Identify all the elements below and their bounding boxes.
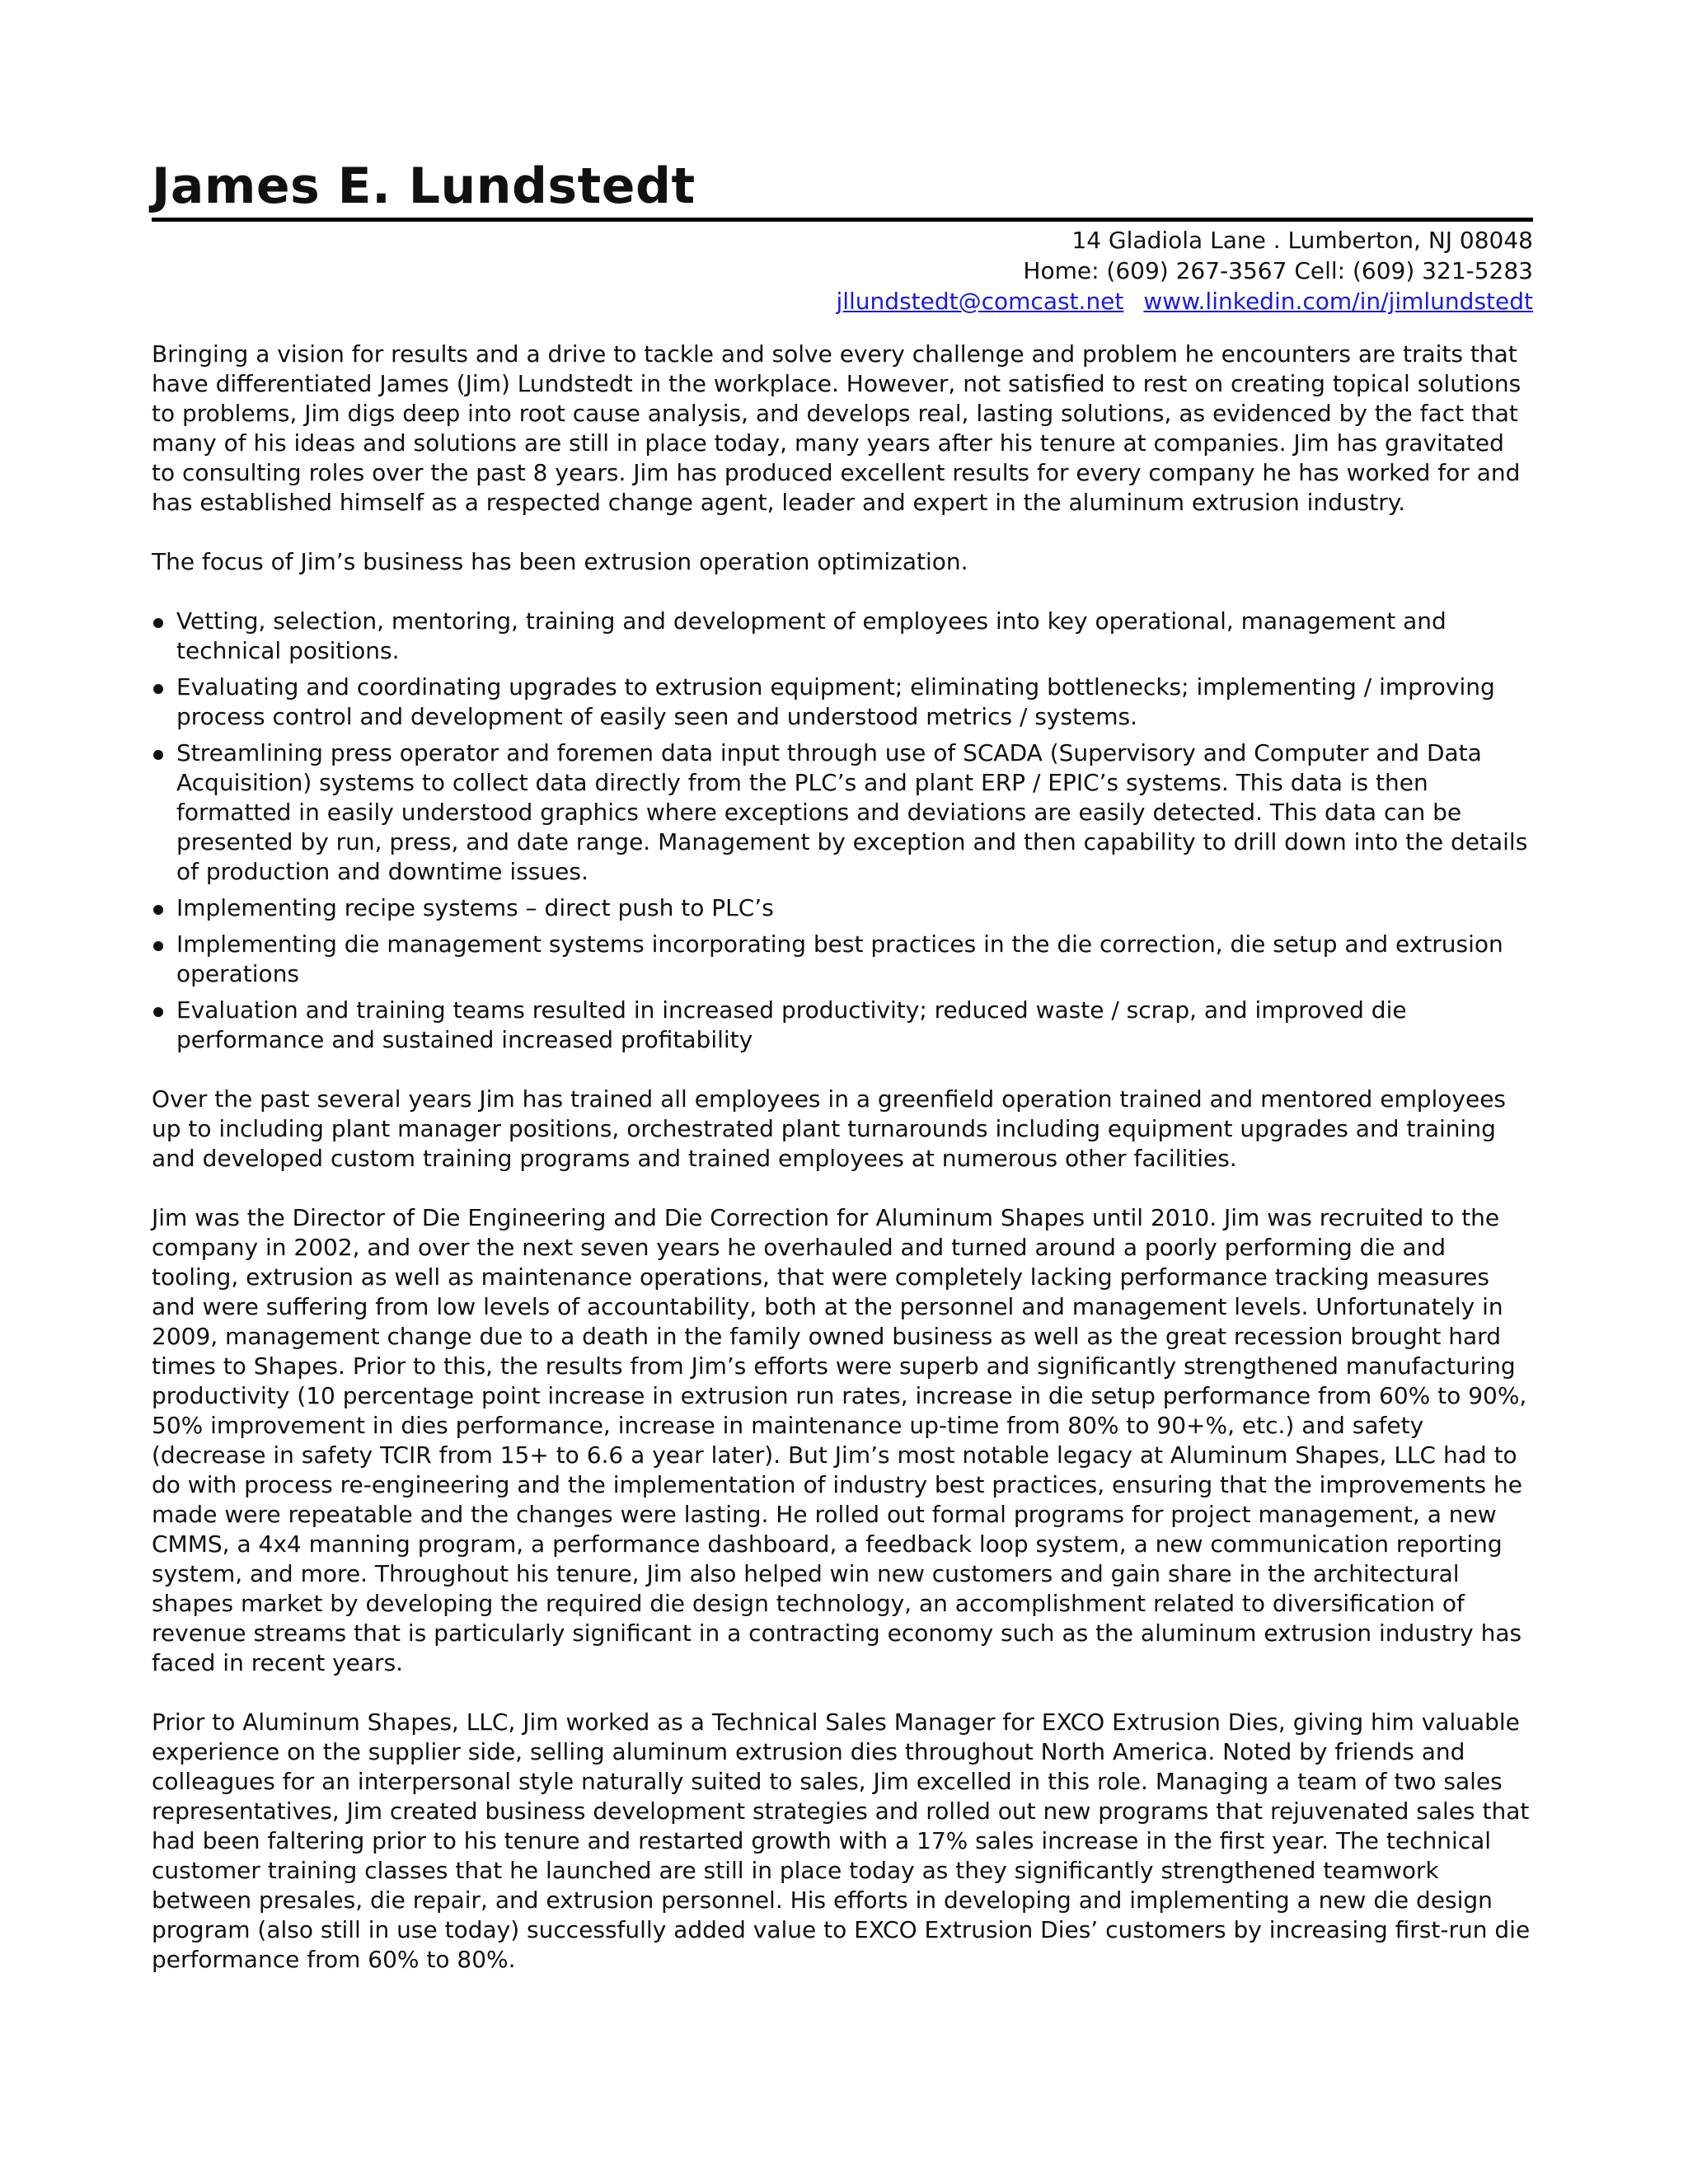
focus-bullet-list (152, 607, 1533, 1055)
list-item (152, 893, 1533, 923)
email-link[interactable]: jllundstedt@comcast.net (836, 288, 1124, 315)
candidate-name: James E. Lundstedt (152, 157, 696, 215)
list-item (152, 673, 1533, 732)
list-item-text: Vetting, selection, mentoring, training and development of employees into key operational, management and technical positions. (176, 607, 1447, 664)
list-item-text: Evaluation and training teams resulted in increased productivity; reduced waste / scrap, and improved die performance and sustained increased profitability (176, 996, 1407, 1053)
exco-paragraph: Prior to Aluminum Shapes, LLC, Jim worked as a Technical Sales Manager for EXCO Extrusion Dies, giving him valuable experience on the supplier side, selling aluminum extrusion dies throughout North America. Noted by friends and colleagues for an interpersonal style naturally suited to sales, Jim excelled in this role. Managing a team of two sales representatives, Jim created business development strategies and rolled out new programs that rejuvenated sales that had been faltering prior to his tenure and restarted growth with a 17% sales increase in the first year. The technical customer training classes that he launched are still in place today as they significantly strengthened teamwork between presales, die repair, and extrusion personnel. His efforts in developing and implementing a new die design program (also still in use today) successfully added value to EXCO Extrusion Dies’ customers by increasing first-run die performance from 60% to 80%. (152, 1708, 1531, 1973)
resume-body (152, 340, 1533, 1975)
bullet-icon (153, 750, 163, 760)
contact-block (152, 225, 1533, 316)
list-item-text: Streamlining press operator and foremen data input through use of SCADA (Supervisory and Computer and Data Acquisition) systems to collect data directly from the PLC’s and plant ERP / EPIC’s systems. This data is then formatted in easily understood graphics where exceptions and deviations are easily detected. This data can be presented by run, press, and date range. Management by exception and then capability to drill down into the details of production and downtime issues. (176, 739, 1528, 885)
header-rule (152, 218, 1533, 222)
bullet-icon (153, 941, 163, 951)
intro-paragraph: Bringing a vision for results and a drive to tackle and solve every challenge and problem he encounters are traits that have differentiated James (Jim) Lundstedt in the workplace. However, not satisfied to rest on creating topical solutions to problems, Jim digs deep into root cause analysis, and develops real, lasting solutions, as evidenced by the fact that many of his ideas and solutions are still in place today, many years after his tenure at companies. Jim has gravitated to consulting roles over the past 8 years. Jim has produced excellent results for every company he has worked for and has established himself as a respected change agent, leader and expert in the aluminum extrusion industry. (152, 340, 1522, 516)
list-item (152, 996, 1533, 1055)
resume-page (152, 157, 1533, 2004)
bullet-icon (153, 905, 163, 915)
phone-numbers: Home: (609) 267-3567 Cell: (609) 321-5283 (1023, 257, 1533, 284)
list-item-text: Implementing recipe systems – direct push to PLC’s (176, 894, 774, 921)
aluminum-shapes-paragraph: Jim was the Director of Die Engineering and Die Correction for Aluminum Shapes until 2010. Jim was recruited to the company in 2002, and over the next seven years he overhauled and turned around a poorly performing die and tooling, extrusion as well as maintenance operations, that were completely lacking performance tracking measures and were suffering from low levels of accountability, both at the personnel and management levels. Unfortunately in 2009, management change due to a death in the family owned business as well as the great recession brought hard times to Shapes. Prior to this, the results from Jim’s efforts were superb and significantly strengthened manufacturing productivity (10 percentage point increase in extrusion run rates, increase in die setup performance from 60% to 90%, 50% improvement in dies performance, increase in maintenance up-time from 80% to 90+%, etc.) and safety (decrease in safety TCIR from 15+ to 6.6 a year later). But Jim’s most notable legacy at Aluminum Shapes, LLC had to do with process re-engineering and the implementation of industry best practices, ensuring that the improvements he made were repeatable and the changes were lasting. He rolled out formal programs for project management, a new CMMS, a 4x4 manning program, a performance dashboard, a feedback loop system, a new communication reporting system, and more. Throughout his tenure, Jim also helped win new customers and gain share in the architectural shapes market by developing the required die design technology, an accomplishment related to diversification of revenue streams that is particularly significant in a contracting economy such as the aluminum extrusion industry has faced in recent years. (152, 1204, 1527, 1676)
list-item-text: Implementing die management systems incorporating best practices in the die correction, die setup and extrusion operations (176, 930, 1503, 987)
bullet-icon (153, 1007, 163, 1017)
training-paragraph: Over the past several years Jim has trained all employees in a greenfield operation trained and mentored employees up to including plant manager positions, orchestrated plant turnarounds including equipment upgrades and training and developed custom training programs and trained employees at numerous other facilities. (152, 1085, 1507, 1172)
links-line (152, 286, 1533, 316)
list-item (152, 738, 1533, 887)
list-item (152, 930, 1533, 989)
linkedin-link[interactable]: www.linkedin.com/in/jimlundstedt (1143, 288, 1533, 315)
bullet-icon (153, 618, 163, 628)
list-item (152, 607, 1533, 666)
bullet-icon (153, 684, 163, 694)
address: 14 Gladiola Lane . Lumberton, NJ 08048 (1071, 227, 1533, 254)
list-item-text: Evaluating and coordinating upgrades to extrusion equipment; eliminating bottlenecks; implementing / improving process control and development of easily seen and understood metrics / systems. (176, 673, 1495, 730)
focus-statement: The focus of Jim’s business has been extrusion operation optimization. (152, 548, 968, 575)
